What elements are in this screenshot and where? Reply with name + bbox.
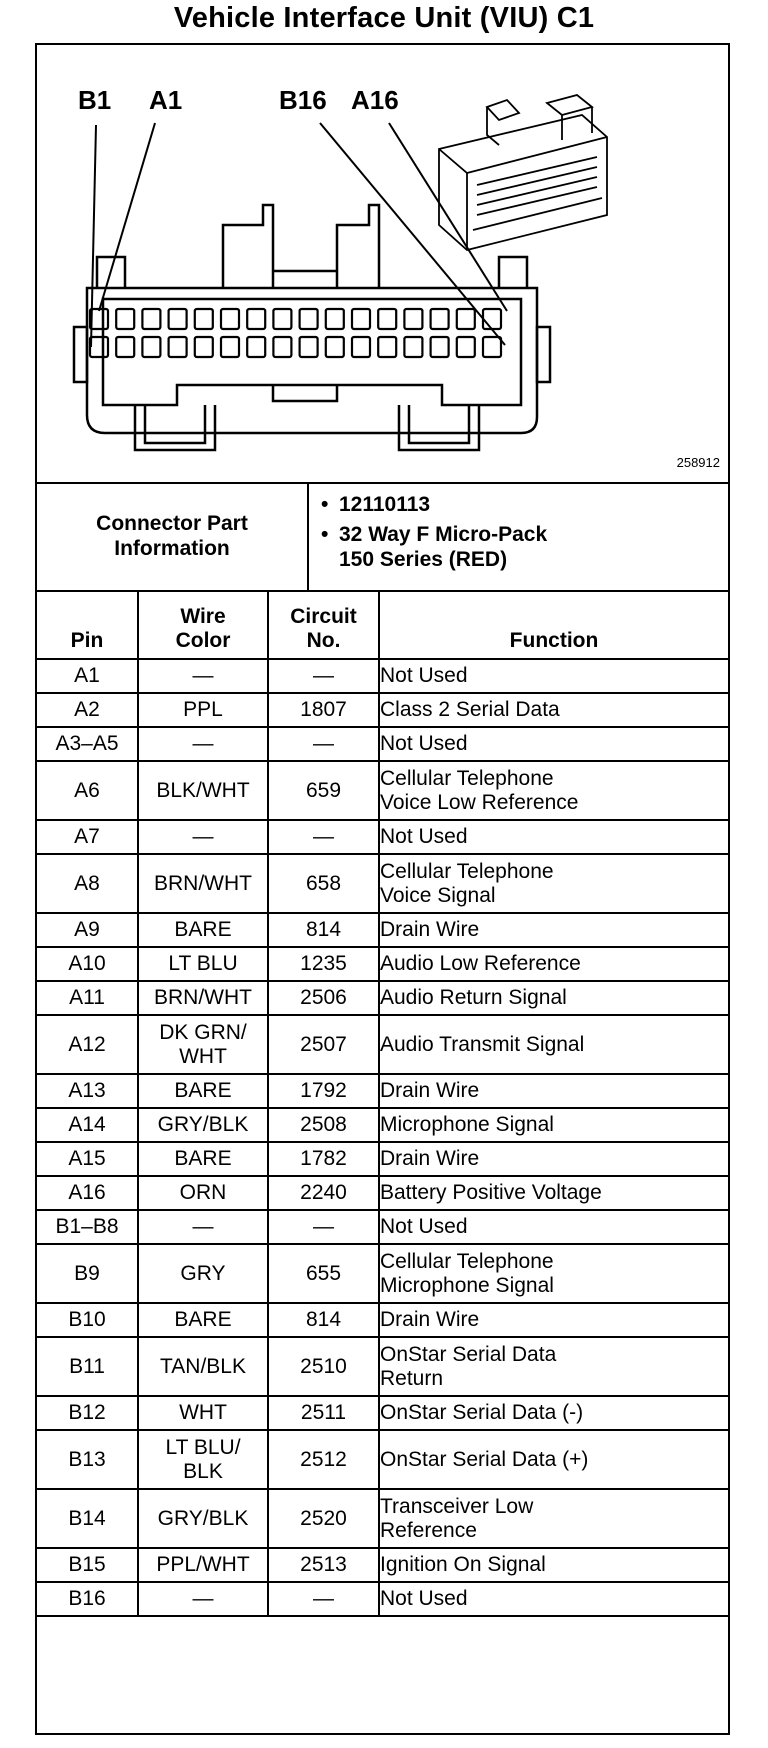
pin-cavity [273,337,291,357]
cell-function [379,1074,728,1108]
cell-function [379,1210,728,1244]
pin-cavity [431,309,449,329]
pin-cavity [142,337,160,357]
table-row [37,854,728,913]
header-pin: Pin [37,590,138,659]
cell-pin: A1 [37,659,138,693]
cell-wire-color [138,1396,268,1430]
cell-function-line: OnStar Serial Data (-) [380,1401,584,1424]
cell-function-line: OnStar Serial Data [380,1342,557,1366]
cell-wire-color-line: BRN/WHT [154,871,252,895]
cell-function-line: Cellular Telephone [380,859,554,883]
cell-circuit-no: 2506 [268,981,379,1015]
cell-function-line: Drain Wire [380,1079,480,1102]
cell-function [379,1108,728,1142]
cell-function-line: Not Used [380,1215,468,1238]
pin-cavity [404,309,422,329]
cell-wire-color-line: GRY/BLK [157,1506,249,1530]
cell-function [379,1142,728,1176]
cell-wire-color [138,727,268,761]
pin-cavity [431,337,449,357]
cell-circuit-no: 2512 [268,1430,379,1489]
cell-circuit-no: 2510 [268,1337,379,1396]
cell-wire-color-line: BRN/WHT [154,986,252,1009]
cell-wire-color-line: BLK [183,1459,223,1483]
pin-cavity [483,337,501,357]
table-row [37,947,728,981]
cell-wire-color [138,659,268,693]
cell-function [379,1548,728,1582]
table-row [37,1489,728,1548]
table-row [37,1176,728,1210]
cell-wire-color-line: — [192,732,214,755]
cell-function-line: Voice Signal [380,883,496,907]
cell-circuit-no: — [268,1582,379,1616]
cell-pin: B1–B8 [37,1210,138,1244]
cell-wire-color [138,1210,268,1244]
connector-description [321,522,728,572]
table-row [37,1430,728,1489]
cell-wire-color-line: PPL/WHT [156,1553,250,1576]
cell-wire-color [138,1176,268,1210]
cell-pin: A15 [37,1142,138,1176]
pin-table-header [37,590,728,659]
pin-cavity [169,309,187,329]
connector-label-line1: Connector Part [96,512,248,535]
header-circuit-no: Circuit No. [268,590,379,659]
cell-function-line: Audio Low Reference [380,952,581,975]
cell-function [379,1582,728,1616]
cell-function [379,1015,728,1074]
connector-diagram [37,45,728,484]
cell-pin: A3–A5 [37,727,138,761]
connector-label-line2: Information [114,537,230,560]
cell-function [379,820,728,854]
table-row [37,1548,728,1582]
pin-cavity [195,337,213,357]
cell-function [379,1396,728,1430]
table-row [37,981,728,1015]
pin-cavities [90,309,501,357]
connector-description-line1: • 32 Way F Micro-Pack [339,523,548,546]
cell-pin: A10 [37,947,138,981]
table-row [37,1142,728,1176]
cell-function-line: Transceiver Low [380,1494,534,1518]
pin-cavity [142,309,160,329]
cell-pin: A11 [37,981,138,1015]
cell-wire-color [138,981,268,1015]
cell-wire-color [138,1489,268,1548]
pin-table-body [37,659,728,1616]
pin-cavity [326,337,344,357]
cell-circuit-no: — [268,727,379,761]
cell-function-line: OnStar Serial Data (+) [380,1447,589,1471]
pin-cavity [378,337,396,357]
cell-wire-color-line: — [192,825,214,848]
connector-part-label [37,482,309,590]
cell-wire-color-line: — [192,664,214,687]
cell-wire-color [138,820,268,854]
cell-circuit-no: 814 [268,1303,379,1337]
cell-function-line: Audio Transmit Signal [380,1032,585,1056]
cell-circuit-no: 659 [268,761,379,820]
table-row [37,820,728,854]
cell-function [379,1337,728,1396]
cell-function-line: Cellular Telephone [380,766,554,790]
table-row [37,1337,728,1396]
cell-pin: A8 [37,854,138,913]
cell-function-line: Drain Wire [380,918,480,941]
cell-pin: B13 [37,1430,138,1489]
cell-wire-color-line: BARE [174,1308,232,1331]
connector-part-details [309,482,728,590]
pin-cavity [404,337,422,357]
cell-circuit-no: 2520 [268,1489,379,1548]
table-row [37,1582,728,1616]
label-b1: B1 [78,85,112,115]
cell-function [379,1430,728,1489]
table-row [37,1303,728,1337]
cell-function [379,1244,728,1303]
cell-function [379,913,728,947]
pin-cavity [326,309,344,329]
cell-pin: A6 [37,761,138,820]
cell-wire-color-line: GRY [180,1261,226,1285]
cell-wire-color-line: BARE [174,1079,232,1102]
cell-function-line: Voice Low Reference [380,790,579,814]
cell-function-line: Return [380,1366,444,1390]
cell-function-line: Drain Wire [380,1308,480,1331]
page-title: Vehicle Interface Unit (VIU) C1 [173,2,595,34]
cell-function-line: Ignition On Signal [380,1553,546,1576]
cell-wire-color-line: TAN/BLK [160,1354,246,1378]
cell-wire-color [138,1244,268,1303]
pin-cavity [247,337,265,357]
connector-description-line2: 150 Series (RED) [339,548,508,571]
table-row [37,1244,728,1303]
table-row [37,1074,728,1108]
connector-sheet [35,43,730,1735]
cell-function-line: Drain Wire [380,1147,480,1170]
pin-cavity [300,337,318,357]
pin-cavity [247,309,265,329]
cell-function-line: Cellular Telephone [380,1249,554,1273]
cell-wire-color [138,1430,268,1489]
pin-cavity [221,309,239,329]
pin-cavity [457,309,475,329]
cell-circuit-no: 1807 [268,693,379,727]
table-row [37,1108,728,1142]
cell-pin: B16 [37,1582,138,1616]
label-a16: A16 [351,85,399,115]
cell-wire-color [138,913,268,947]
cell-wire-color [138,1015,268,1074]
cell-pin: A2 [37,693,138,727]
cell-function [379,947,728,981]
cell-wire-color-line: BARE [174,1147,232,1170]
cell-circuit-no: — [268,820,379,854]
pin-cavity [116,337,134,357]
cell-pin: A14 [37,1108,138,1142]
cell-circuit-no: 1792 [268,1074,379,1108]
cell-function [379,693,728,727]
table-row [37,913,728,947]
cell-wire-color-line: BARE [174,918,232,941]
table-row [37,761,728,820]
cell-pin: B14 [37,1489,138,1548]
cell-wire-color-line: WHT [179,1044,227,1068]
cell-circuit-no: 1235 [268,947,379,981]
pin-cavity [90,337,108,357]
pin-cavity [378,309,396,329]
cell-wire-color-line: LT BLU [168,952,238,975]
cell-pin: B10 [37,1303,138,1337]
cell-wire-color-line: WHT [179,1401,227,1424]
cell-circuit-no: 1782 [268,1142,379,1176]
pin-cavity [221,337,239,357]
cell-pin: A7 [37,820,138,854]
header-function: Function [379,590,728,659]
cell-wire-color [138,947,268,981]
pin-cavity [273,309,291,329]
cell-circuit-no: 814 [268,913,379,947]
label-a1: A1 [149,85,183,115]
cell-circuit-no: 2507 [268,1015,379,1074]
cell-function-line: Audio Return Signal [380,986,567,1009]
pin-cavity [116,309,134,329]
cell-function [379,1303,728,1337]
cell-circuit-no: 655 [268,1244,379,1303]
cell-wire-color-line: — [192,1215,214,1238]
cell-wire-color-line: BLK/WHT [156,778,250,802]
cell-function [379,854,728,913]
cell-pin: B9 [37,1244,138,1303]
connector-part-info [37,482,728,592]
cell-function-line: Class 2 Serial Data [380,698,560,721]
pin-cavity [195,309,213,329]
cell-circuit-no: 2508 [268,1108,379,1142]
cell-function-line: Not Used [380,664,468,687]
cell-circuit-no: 658 [268,854,379,913]
cell-function [379,727,728,761]
cell-circuit-no: 2511 [268,1396,379,1430]
part-number: • 12110113 [321,492,728,517]
table-row [37,1396,728,1430]
cell-wire-color-line: — [192,1587,214,1610]
cell-function-line: Battery Positive Voltage [380,1181,602,1204]
cell-function [379,1176,728,1210]
cell-wire-color [138,1582,268,1616]
cell-wire-color-line: GRY/BLK [157,1113,249,1136]
cell-circuit-no: — [268,1210,379,1244]
cell-wire-color [138,854,268,913]
cell-function [379,981,728,1015]
cell-function-line: Reference [380,1518,477,1542]
cell-pin: A12 [37,1015,138,1074]
label-b16: B16 [279,85,327,115]
cell-wire-color-line: ORN [179,1181,227,1204]
cell-pin: A13 [37,1074,138,1108]
cell-circuit-no: 2240 [268,1176,379,1210]
cell-function-line: Not Used [380,732,468,755]
cell-pin: A9 [37,913,138,947]
pin-cavity [169,337,187,357]
cell-wire-color [138,1108,268,1142]
table-row [37,659,728,693]
pin-cavity [352,337,370,357]
cell-function [379,1489,728,1548]
cell-function [379,761,728,820]
cell-function-line: Not Used [380,825,468,848]
figure-number: 258912 [676,455,720,470]
pin-table [37,590,728,1617]
cell-circuit-no: 2513 [268,1548,379,1582]
cell-function-line: Microphone Signal [380,1273,554,1297]
pin-cavity [457,337,475,357]
pin-cavity [483,309,501,329]
cell-wire-color-line: PPL [183,698,223,721]
table-row [37,1015,728,1074]
cell-pin: B15 [37,1548,138,1582]
table-row [37,727,728,761]
header-wire-color: Wire Color [138,590,268,659]
cell-pin: B12 [37,1396,138,1430]
pin-cavity [300,309,318,329]
cell-wire-color [138,1074,268,1108]
cell-function-line: Not Used [380,1587,468,1610]
cell-pin: A16 [37,1176,138,1210]
table-row [37,1210,728,1244]
cell-wire-color-line: LT BLU/ [165,1435,241,1459]
cell-wire-color [138,761,268,820]
cell-function-line: Microphone Signal [380,1113,554,1136]
cell-wire-color [138,1548,268,1582]
cell-circuit-no: — [268,659,379,693]
cell-wire-color [138,693,268,727]
cell-wire-color-line: DK GRN/ [159,1020,247,1044]
cell-wire-color [138,1337,268,1396]
cell-wire-color [138,1303,268,1337]
table-row [37,693,728,727]
cell-function [379,659,728,693]
cell-pin: B11 [37,1337,138,1396]
pin-cavity [352,309,370,329]
cell-wire-color [138,1142,268,1176]
